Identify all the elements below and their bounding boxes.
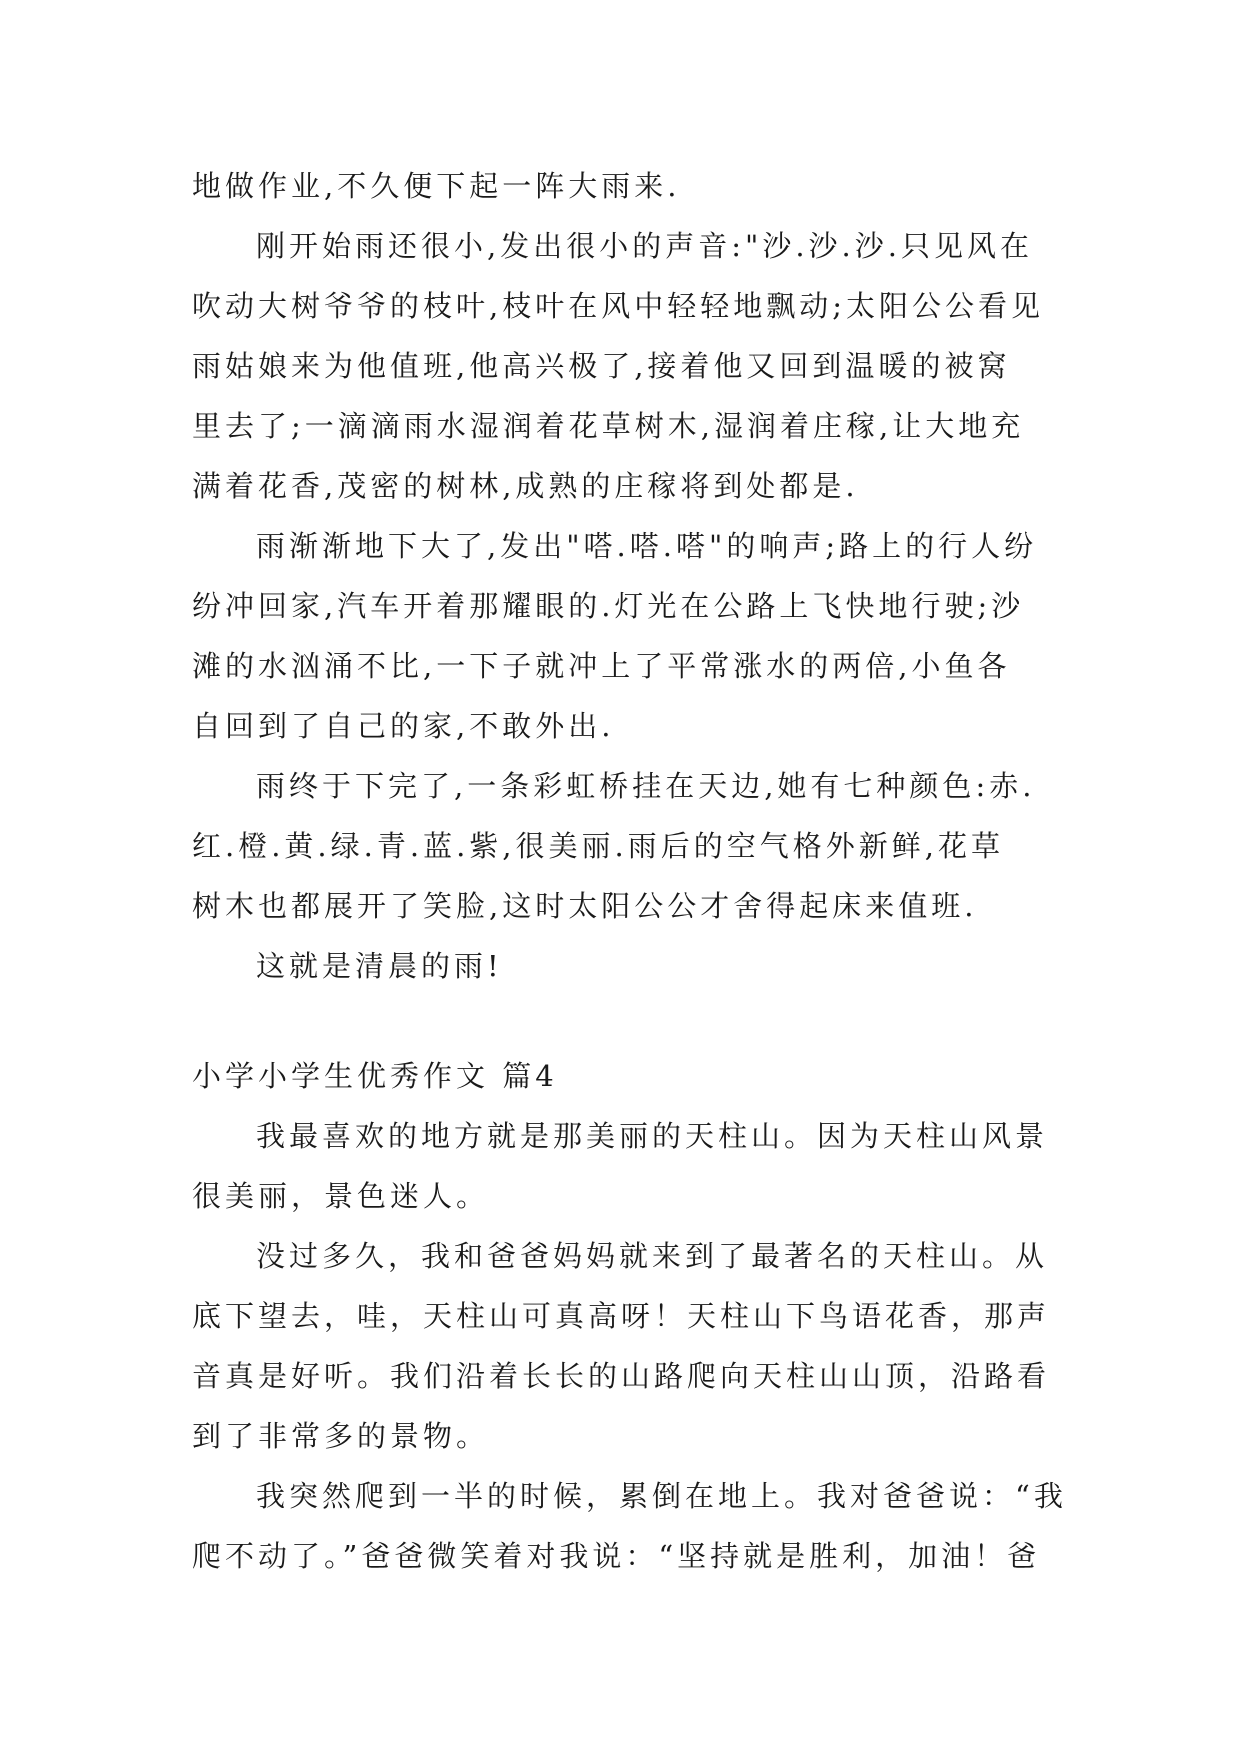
paragraph-line: 到了非常多的景物。 [192, 1419, 490, 1453]
paragraph-line: 雨渐渐地下大了,发出"嗒.嗒.嗒"的响声;路上的行人纷 [256, 529, 1038, 563]
paragraph-line: 里去了;一滴滴雨水湿润着花草树木,湿润着庄稼,让大地充 [192, 409, 1025, 443]
paragraph-line: 爬不动了。”爸爸微笑着对我说：“坚持就是胜利，加油！爸 [192, 1539, 1041, 1573]
paragraph-line: 刚开始雨还很小,发出很小的声音:"沙.沙.沙.只见风在 [256, 229, 1033, 263]
paragraph-line: 底下望去，哇，天柱山可真高呀！天柱山下鸟语花香，那声 [192, 1299, 1051, 1333]
paragraph-line: 音真是好听。我们沿着长长的山路爬向天柱山山顶，沿路看 [192, 1359, 1051, 1393]
paragraph-line: 雨姑娘来为他值班,他高兴极了,接着他又回到温暖的被窝 [192, 349, 1011, 383]
section-heading: 小学小学生优秀作文 篇4 [192, 1059, 558, 1093]
paragraph-line: 红.橙.黄.绿.青.蓝.紫,很美丽.雨后的空气格外新鲜,花草 [192, 829, 1004, 863]
paragraph-line: 树木也都展开了笑脸,这时太阳公公才舍得起床来值班. [192, 889, 978, 923]
paragraph-line: 满着花香,茂密的树林,成熟的庄稼将到处都是. [192, 469, 859, 503]
paragraph-line: 吹动大树爷爷的枝叶,枝叶在风中轻轻地飘动;太阳公公看见 [192, 289, 1044, 323]
paragraph-line: 雨终于下完了,一条彩虹桥挂在天边,她有七种颜色:赤. [256, 769, 1036, 803]
paragraph-line: 地做作业,不久便下起一阵大雨来. [192, 169, 681, 203]
paragraph-line: 我最喜欢的地方就是那美丽的天柱山。因为天柱山风景 [256, 1119, 1049, 1153]
paragraph-line: 纷冲回家,汽车开着那耀眼的.灯光在公路上飞快地行驶;沙 [192, 589, 1025, 623]
paragraph-line: 我突然爬到一半的时候，累倒在地上。我对爸爸说：“我 [256, 1479, 1067, 1513]
paragraph-line: 自回到了自己的家,不敢外出. [192, 709, 615, 743]
paragraph-line: 没过多久，我和爸爸妈妈就来到了最著名的天柱山。从 [256, 1239, 1049, 1273]
paragraph-line: 滩的水汹涌不比,一下子就冲上了平常涨水的两倍,小鱼各 [192, 649, 1011, 683]
paragraph-line: 很美丽，景色迷人。 [192, 1179, 490, 1213]
paragraph-line: 这就是清晨的雨! [256, 949, 503, 983]
